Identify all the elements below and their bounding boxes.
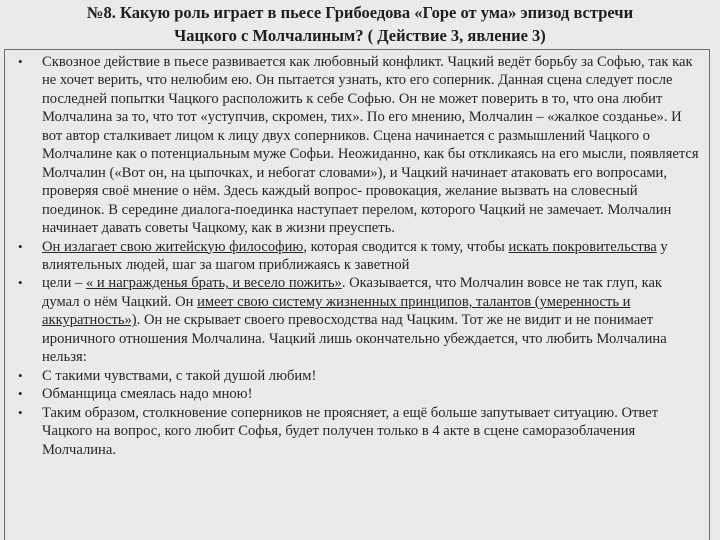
underlined-phrase: искать покровительства [508, 238, 657, 255]
bullet-text-4: С такими чувствами, с такой душой любим! [42, 367, 317, 384]
underlined-phrase: Он излагает свою житейскую философию [42, 238, 304, 255]
bullet-dot-icon: • [18, 386, 23, 402]
bullet-list [5, 50, 709, 459]
bullet-dot-icon: • [18, 367, 23, 383]
bullet-item-1 [5, 53, 703, 238]
bullet-text: у влиятельных людей, шаг за шагом приближаясь к заветной [42, 238, 668, 273]
bullet-text: . Он не скрывает своего превосходства над Чацким. Тот же не видит и не понимает ироничного отношения Молчалина. Чацкий лишь окончательно убеждается, что любить Молчалина нельзя: [42, 312, 667, 366]
bullet-item-2 [5, 238, 703, 275]
bullet-item-5 [5, 385, 703, 403]
bullet-item-4 [5, 367, 703, 385]
slide-title-line-2: Чацкого с Молчалиным? ( Действие 3, явление 3) [174, 26, 546, 45]
bullet-text-1: Сквозное действие в пьесе развивается как любовный конфликт. Чацкий ведёт борьбу за Софью, так как не хочет верить, что нелюбим ею. Он пытается узнать, кто его соперник. Данная сцена следует после последней попытки Чацкого расположить к себе Софью. Он не может поверить в то, что она любит Молчалина за то, что тот «уступчив, скромен, тих». По его мнению, Молчалин – «жалкое созданье». И вот автор сталкивает лицом к лицу двух соперников. Сцена начинается с размышлений Чацкого о Молчалине как о потенциальным муже Софьи. Неожиданно, как бы откликаясь на его мысли, появляется Молчалин («Вот он, на цыпочках, и небогат словами»), и Чацкий начинает атаковать его вопросами, проверяя своё мнение о нём. Здесь каждый вопрос- провокация, желание вызвать на словесный поединок. В середине диалога-поединка наступает перелом, которого Чацкий не замечает. Молчалин начинает давать советы Чацкому, как в жизни преуспеть. [42, 54, 699, 237]
bullet-text: цели – [42, 275, 86, 292]
bullet-dot-icon: • [18, 238, 23, 254]
slide-title [0, 0, 720, 47]
bullet-text-5: Обманщица смеялась надо мною! [42, 386, 253, 403]
underlined-phrase: имеет свою систему жизненных принципов, талантов (умеренность и аккуратность») [42, 293, 631, 329]
bullet-item-3 [5, 274, 703, 366]
bullet-text: , которая сводится к тому, чтобы [303, 238, 509, 255]
bullet-dot-icon: • [18, 54, 23, 69]
bullet-text-6: Таким образом, столкновение соперников не проясняет, а ещё больше запутывает ситуацию. Ответ Чацкого на вопрос, кого любит Софья, будет получен только в 4 акте в сцене саморазоблачения Молчалина. [42, 404, 659, 458]
bullet-dot-icon: • [18, 275, 23, 291]
slide-title-line-1: №8. Какую роль играет в пьесе Грибоедова «Горе от ума» эпизод встречи [86, 3, 634, 22]
bullet-item-6 [5, 404, 703, 459]
bullet-dot-icon: • [18, 404, 23, 420]
content-box [4, 49, 710, 540]
underlined-quote: « и награжденья брать, и весело пожить» [85, 275, 342, 292]
bullet-text: . Оказывается, что Молчалин вовсе не так глуп, как думал о нём Чацкий. Он [42, 275, 663, 310]
